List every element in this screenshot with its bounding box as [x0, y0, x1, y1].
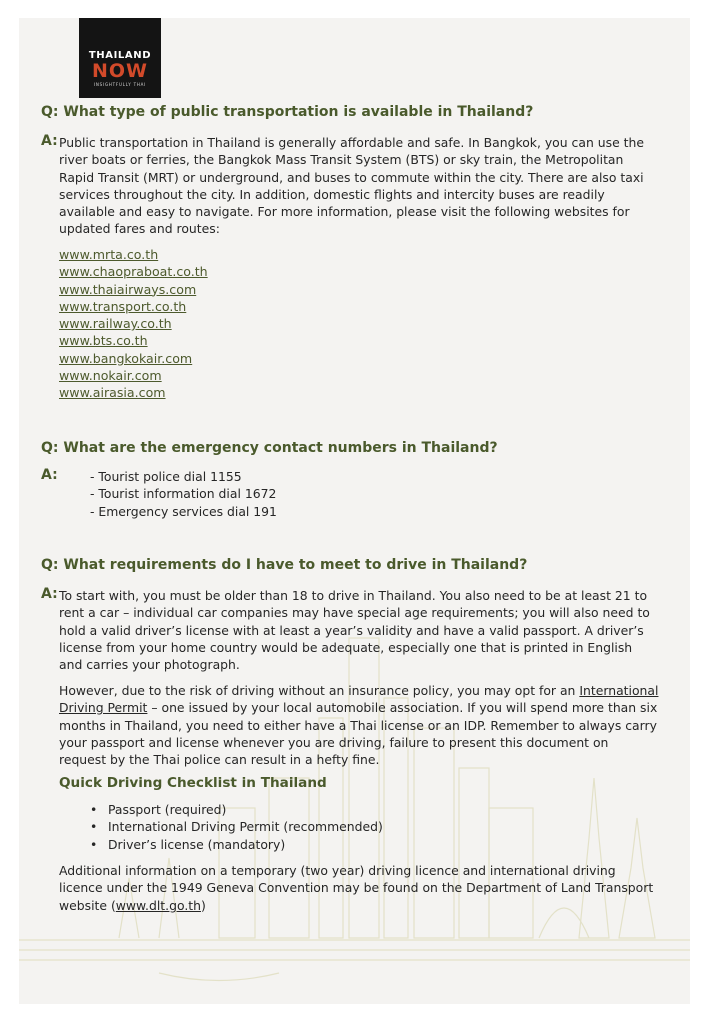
- list-item: • Passport (required): [90, 801, 383, 818]
- logo-tagline: INSIGHTFULLY THAI: [93, 82, 147, 87]
- question-transportation: Q: What type of public transportation is available in Thailand?: [41, 104, 534, 120]
- link-bangkokair[interactable]: www.bangkokair.com: [59, 350, 193, 366]
- emergency-numbers-list: [90, 468, 277, 520]
- link-transport[interactable]: www.transport.co.th: [59, 298, 187, 314]
- logo-line-2: NOW: [91, 60, 148, 82]
- checklist-title: Quick Driving Checklist in Thailand: [59, 775, 327, 791]
- answer-label: A:: [41, 586, 58, 602]
- link-chaopraboat[interactable]: www.chaopraboat.co.th: [59, 264, 208, 280]
- link-bts[interactable]: www.bts.co.th: [59, 333, 148, 349]
- question-emergency: Q: What are the emergency contact numbers in Thailand?: [41, 440, 498, 456]
- answer-driving-para-3: [59, 862, 659, 914]
- link-nokair[interactable]: www.nokair.com: [59, 368, 162, 384]
- answer-label: A:: [41, 467, 58, 483]
- dlt-link[interactable]: www.dlt.go.th: [115, 897, 201, 913]
- list-item: - Emergency services dial 191: [90, 503, 277, 519]
- question-driving: Q: What requirements do I have to meet to drive in Thailand?: [41, 557, 528, 573]
- thailand-now-logo: [79, 18, 161, 98]
- link-airasia[interactable]: www.airasia.com: [59, 385, 166, 401]
- list-item: • International Driving Permit (recommended): [90, 818, 383, 835]
- para-text: ): [200, 897, 206, 913]
- answer-label: A:: [41, 133, 58, 149]
- link-thaiairways[interactable]: www.thaiairways.com: [59, 281, 197, 297]
- driving-checklist: [90, 801, 383, 853]
- answer-transportation: Public transportation in Thailand is generally affordable and safe. In Bangkok, you can use the river boats or ferries, the Bangkok Mass Transit System (BTS) or sky train, the Metropolitan Rapid Transit (MRT) or underground, and buses to commute within the city. There are also taxi services throughout the city. In addition, domestic flights and intercity buses are readily available and easy to navigate. For more information, please visit the following websites for updated fares and routes:: [59, 135, 644, 237]
- para-text: However, due to the risk of driving without an insurance policy, you may opt for an: [59, 683, 580, 698]
- logo-line-1: THAILAND: [88, 50, 152, 61]
- answer-driving-para-2: [59, 682, 659, 768]
- link-railway[interactable]: www.railway.co.th: [59, 316, 172, 332]
- list-item: • Driver’s license (mandatory): [90, 836, 383, 853]
- transport-links-list: [59, 246, 208, 402]
- idp-link[interactable]: International Driving Permit: [59, 683, 659, 716]
- para-text: Additional information on a temporary (two year) driving licence and international driving licence under the 1949 Geneva Convention may be found on the Department of Land Transport website (: [59, 863, 654, 913]
- list-item: - Tourist information dial 1672: [90, 486, 277, 502]
- answer-driving-para-1: To start with, you must be older than 18 to drive in Thailand. You also need to be at least 21 to rent a car – individual car companies may have special age requirements; you will also need to hold a valid driver’s license with at least a year’s validity and have a valid passport. A driver’s license from your home country would be adequate, especially one that is printed in English and carries your photograph.: [59, 588, 650, 673]
- para-text: – one issued by your local automobile association. If you will spend more than six months in Thailand, you need to either have a Thai license or an IDP. Remember to always carry your passport and license whenever you are driving, failure to present this document on request by the Thai police can result in a hefty fine.: [59, 700, 658, 768]
- list-item: - Tourist police dial 1155: [90, 469, 242, 484]
- link-mrta[interactable]: www.mrta.co.th: [59, 247, 159, 262]
